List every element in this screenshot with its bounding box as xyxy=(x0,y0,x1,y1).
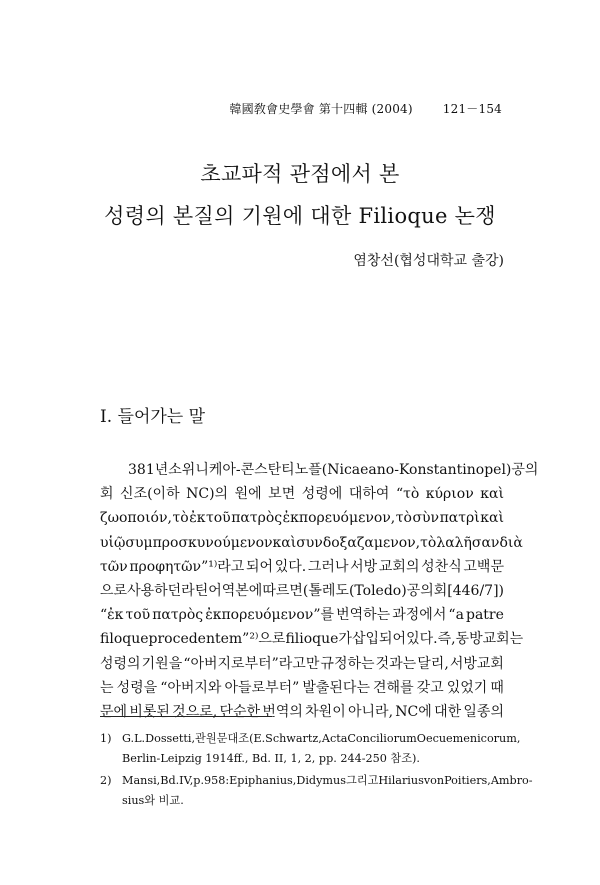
footnote-number: 2) xyxy=(100,774,112,787)
body-line: 회 신조(이하 NC)의 원에 보면 성령에 대하여 “τὸ κύριον καὶ xyxy=(100,486,504,503)
body-line: “ἐκ τοῦ πατρὸς ἐκπορευόμενον”를 번역하는 과정에서 “a patre xyxy=(100,607,504,624)
article-title-line-2: 성령의 본질의 기원에 대한 Filioque 논쟁 xyxy=(104,204,496,228)
author-affiliation: 염창선(협성대학교 출강) xyxy=(353,253,504,269)
body-line: τῶν προφητῶν”¹⁾라고 되어 있다. 그러나 서방 교회의 성찬식 고백문 xyxy=(100,558,504,575)
footnote-divider xyxy=(100,716,272,717)
body-line: υἱῷ συμπροσκυνούμενον καὶ συνδοξαζαμενον, τὸ λαλῆσαν διὰ xyxy=(100,534,523,551)
body-line: filoque procedentem”²⁾으로 filioque가 삽입되어 있다. 즉, 동방 교회는 xyxy=(100,631,524,648)
page-range: 121－154 xyxy=(442,102,502,116)
running-head xyxy=(229,100,502,117)
footnote-line: Mansi, Bd. IV, p. 958: Epiphanius, Didymus 그리고 Hilarius von Poitiers, Ambro- xyxy=(122,774,533,787)
footnote-2 xyxy=(100,771,533,811)
journal-name: 韓國敎會史學會 第十四輯 (2004) xyxy=(229,102,413,116)
body-line: 는 성령을 “아버지와 아들로부터” 발출된다는 견해를 갖고 있었기 때 xyxy=(100,679,504,696)
body-line: 문에 비롯된 것으로, 단순한 번역의 차원이 아니라, NC에 대한 일종의 xyxy=(100,703,504,720)
body-line: ζωοποιόν, τὸ ἐκ τοῦ πατρὸς ἐκπορευόμενον, τὸ σὺν πατρὶ καὶ xyxy=(100,510,504,527)
footnote-line: sius와 비교. xyxy=(122,794,184,807)
section-heading: I. 들어가는 말 xyxy=(100,407,206,427)
footnotes xyxy=(100,729,533,811)
footnote-line: Berlin-Leipzig 1914ff., Bd. II, 1, 2, pp. 244-250 참조). xyxy=(122,752,420,765)
body-line: 으로 사용하던 라틴어 역본에 따르면 (톨레도(Toledo) 공의회[446/7]) xyxy=(100,582,505,599)
footnote-number: 1) xyxy=(100,732,112,745)
article-title-line-1: 초교파적 관점에서 본 xyxy=(200,162,400,186)
body-line: 성령의 기원을 “아버지로부터”라고만 규정하는 것과는 달리, 서방교회 xyxy=(100,655,504,672)
body-line: 381년 소위 니케아-콘스탄티노플(Nicaeano-Konstantinopel) 공의 xyxy=(128,462,539,478)
footnote-1 xyxy=(100,729,521,769)
body-paragraph xyxy=(100,458,539,724)
footnote-line: G. L. Dossetti, 관원문대조(E. Schwartz, Acta Conciliorum Oecuemenicorum, xyxy=(122,732,521,745)
